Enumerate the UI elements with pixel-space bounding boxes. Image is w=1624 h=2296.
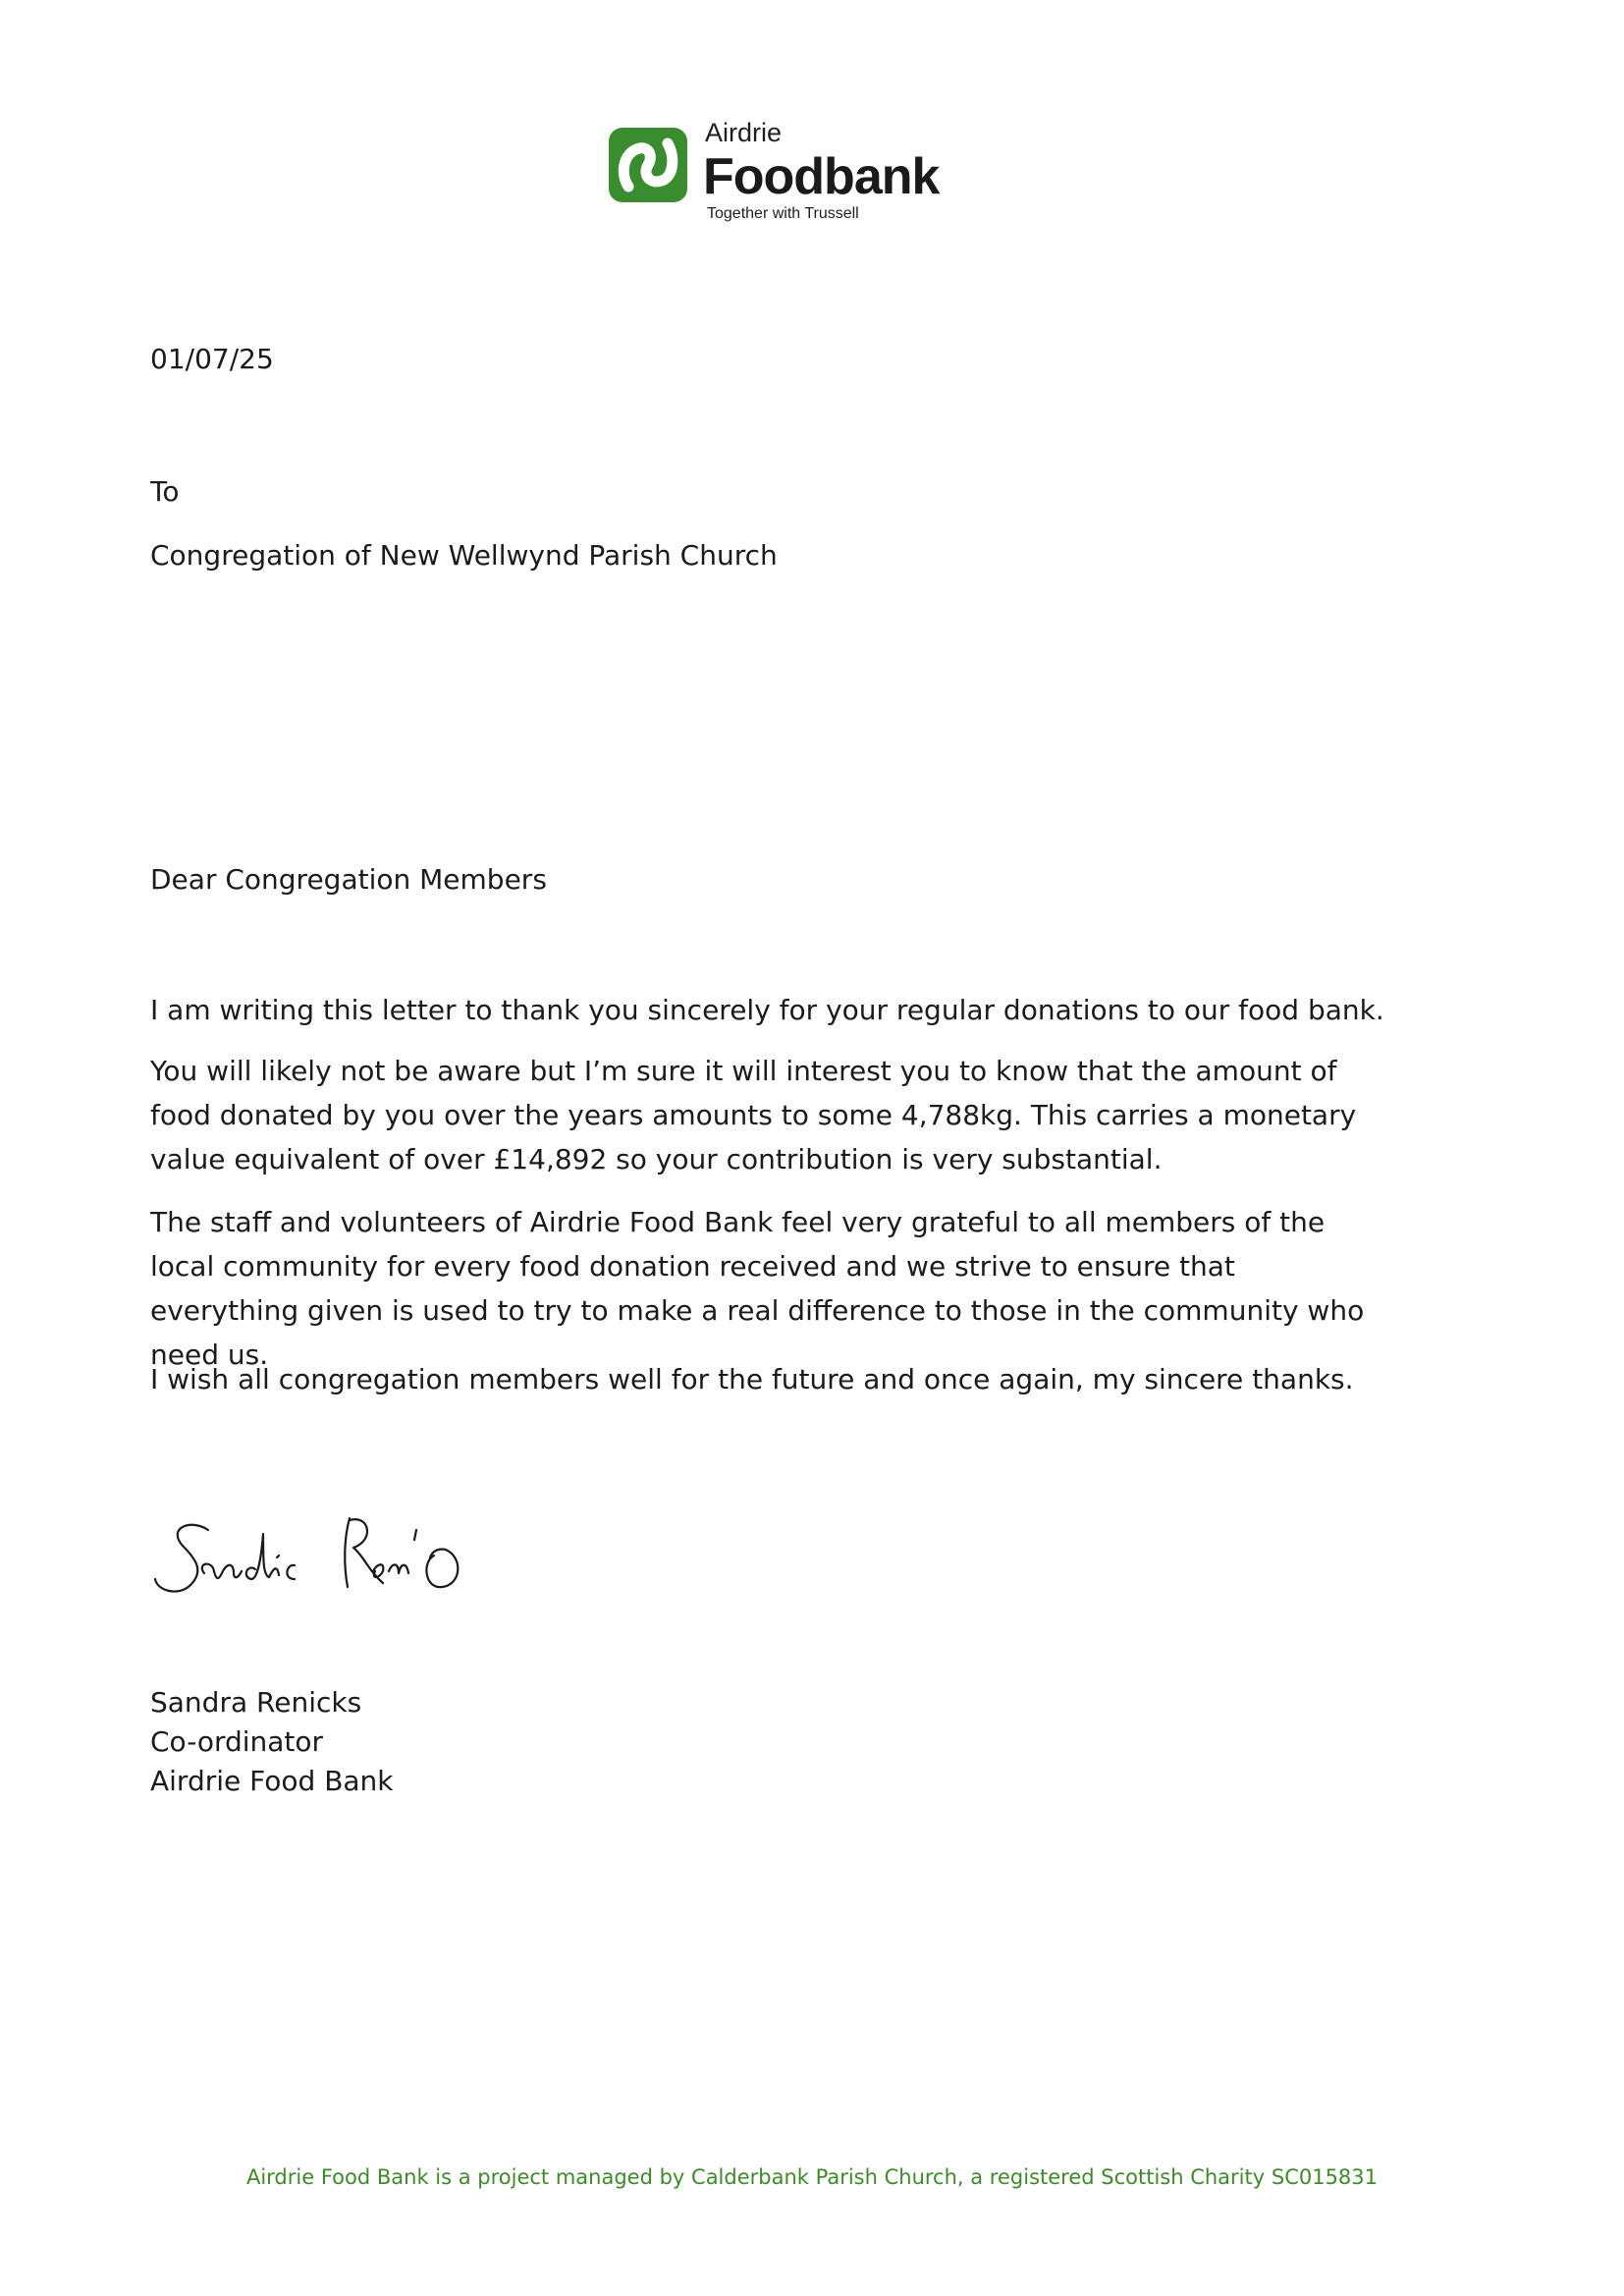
sender-block [150,1683,394,1801]
paragraph-text: You will likely not be aware but I’m sure it will interest you to know that the amount of food donated by you over the years amounts to some 4,788kg. This carries a monetary value equivalent of over £14,892 so your contribution is very substantial. [150,1055,1357,1175]
paragraph-text: I wish all congregation members well for the future and once again, my sincere thanks. [150,1363,1354,1395]
paragraph-text: The staff and volunteers of Airdrie Food Bank feel very grateful to all members of the local community for every food donation received and we strive to ensure that everything given is used to try to make a real difference to those in the community who need us. [150,1206,1365,1371]
recipient: Congregation of New Wellwynd Parish Church [150,539,778,572]
sender-organisation: Airdrie Food Bank [150,1765,394,1797]
sender-title: Co-ordinator [150,1725,324,1758]
foodbank-logo-icon [607,126,689,204]
logo-title: Foodbank [703,148,940,205]
salutation: Dear Congregation Members [150,863,547,896]
sender-name: Sandra Renicks [150,1686,362,1719]
logo-small-text: Airdrie [705,118,783,147]
charity-footer: Airdrie Food Bank is a project managed by Calderbank Parish Church, a registered Scottish Charity SC015831 [245,2165,1379,2189]
foodbank-logo [607,118,940,228]
body-paragraph-4 [150,1357,1387,1401]
handwritten-signature [147,1501,520,1628]
body-paragraph-2 [150,1049,1387,1181]
body-paragraph-1 [150,988,1387,1032]
body-paragraph-3 [150,1200,1387,1377]
paragraph-text: I am writing this letter to thank you sincerely for your regular donations to our food bank. [150,994,1384,1026]
logo-tagline: Together with Trussell [707,205,859,222]
to-label: To [150,475,180,508]
letter-date: 01/07/25 [150,343,274,375]
